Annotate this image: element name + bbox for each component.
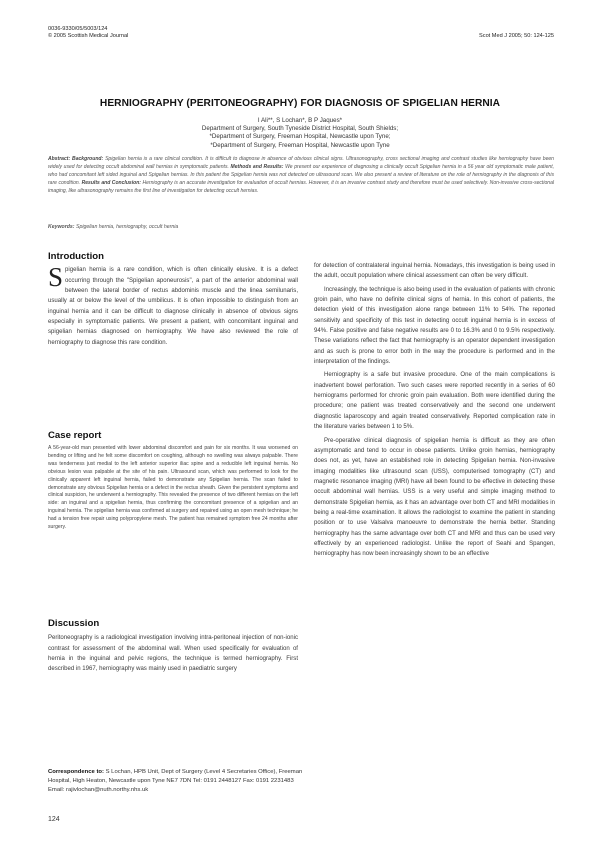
correspondence xyxy=(48,768,303,796)
keywords-label: Keywords: xyxy=(48,224,75,230)
article-title: HERNIOGRAPHY (PERITONEOGRAPHY) FOR DIAGNOSIS OF SPIGELIAN HERNIA xyxy=(99,98,501,109)
abstract-results: Herniography is an accurate investigation for evaluation of occult hernias. However, it is an invasive contrast study and therefore must be used selectively. Non-invasive cross-sectional imaging, like ultrasonography remains the first line of investigation for detecting occult hernias. xyxy=(48,179,554,194)
dropcap: S xyxy=(48,262,64,293)
abstract-background-label: Background: xyxy=(72,156,104,162)
case-report-text: A 56-year-old man presented with lower abdominal discomfort and pain for six months. It was worsened on bending or lifting and he felt some discomfort on coughing, although no swelling was always palpable. There was tenderness just medial to the left anterior superior iliac spine and a reducible left inguinal hernia. No obvious lesion was palpable at the site of his pain. Ultrasound scan, which was performed to look for the clinically apparent left inguinal hernia, failed to demonstrate any Spigelian hernia. The scan failed to demonstrate any obvious Spigelian hernia or a defect in the rectus sheath. Given the persistent symptoms and clinical suspicion, he underwent a herniography. This revealed the presence of two different hernias on the left side: an inguinal and a spigelian hernia, thus confirming the concomitant presence of a spigelian and an inguinal hernia. The spigelian hernia was confirmed at surgery and repaired using an open mesh technique; he had a tension free repair using polypropylene mesh. The patient has remained symptom free 24 months after surgery. xyxy=(48,445,298,530)
correspondence-email: Email: rajivlochan@nuth.northy.nhs.uk xyxy=(48,787,149,794)
affiliation-2: *Department of Surgery, Freeman Hospital, Newcastle upon Tyne; xyxy=(209,133,391,141)
introduction-heading: Introduction xyxy=(48,251,104,262)
right-column xyxy=(314,261,555,563)
case-report-heading: Case report xyxy=(48,430,102,441)
discussion-text: Peritoneography is a radiological investigation involving intra-peritoneal injection of non-ionic contrast for assessment of the abdominal wall. When used specifically for evaluation of hernia in the inguinal and pelvic regions, the technique is termed herniography. First described in 1967, herniography was mainly used in paediatric surgery xyxy=(48,635,298,673)
header-issn: 0036-9330/05/5003/124 xyxy=(48,26,108,32)
correspondence-address: S Lochan, HPB Unit, Dept of Surgery (Level 4 Secretaries Office), Freeman Hospital, High Heaton, Newcastle upon Tyne NE7 7DN Tel: 0191 2448127 Fax: 0191 2231483 xyxy=(48,769,303,785)
page-number: 124 xyxy=(48,816,60,823)
case-report-section xyxy=(48,431,298,532)
abstract xyxy=(48,156,554,196)
abstract-results-label: Results and Conclusion: xyxy=(81,179,141,186)
right-paragraph-2: Increasingly, the technique is also being used in the evaluation of patients with chronic groin pain, who have no definite clinical signs of hernia. In this cohort of patients, the detection yield of this investigation alone range between 11% to 54%. The reported sensitivity and specificity of this test in detecting occult inguinal hernia is in excess of 94%. False positive and false negative results are 0 to 16.3% and 0 to 9.5% respectively. These variations reflect the fact that herniography is an operator dependent investigation and as such is prone to error both in the way the procedure is performed and in the interpretation of the findings. xyxy=(314,286,555,366)
introduction-text: pigelian hernia is a rare condition, which is often clinically elusive. It is a defect occurring through the "Spigelian aponeurosis", a part of the anterior abdominal wall between the lateral border of rectus abdominis muscle and the linea semilunaris, usually at or below the level of the umbilicus. It is often impossible to distinguish from an inguinal hernia and it can be difficult to diagnose clinically in absence of obvious signs especially in symptomatic patients. We present a patient, with concomitant inguinal and spigelian hernias diagnosed on herniography. We have also reviewed the role of herniography to diagnose this rare condition. xyxy=(48,267,298,346)
right-paragraph-3: Herniography is a safe but invasive procedure. One of the main complications is inadvertent bowel perforation. Two such cases were reported recently in a series of 60 herniograms performed for chronic groin pain evaluation. Both were identified during the procedure; one patient was treated conservatively and the second one underwent diagnostic laparoscopy and again treated conservatively. Reported complication rate in the literature varies between 1 to 5%. xyxy=(314,372,555,431)
abstract-methods: We present our experience of diagnosing a clinically occult Spigelian hernia in a 56 year old symptomatic male patient, who had concomitant left sided inguinal and Spigelian hernias. In this patient the Spigelian hernia was not detected on ultrasound scan. We also present a review of literature on the role of herniography in the diagnosis of this rare condition. xyxy=(48,163,554,186)
header-journal-ref: Scot Med J 2005; 50: 124-125 xyxy=(479,33,554,39)
keywords xyxy=(48,224,554,230)
header-copyright: © 2005 Scottish Medical Journal xyxy=(48,33,129,39)
introduction-section xyxy=(48,252,298,351)
right-paragraph-4: Pre-operative clinical diagnosis of spigelian hernia is difficult as they are often asymptomatic and tend to occur in obese patients. Unlike groin hernias, herniography does not, as yet, have an established role in detecting Spigelian hernia. Non-invasive imaging modalities like ultrasound scan (USS), computerised tomography (CT) and magnetic resonance imaging (MRI) have all been found to be effective in detecting these occult abdominal wall hernias. USS is a very useful and simple imaging method to demonstrate Spigelian hernia, as it has an advantage over both CT and MRI modalities in being a real-time examination. It allows the radiologist to examine the patient in standing position or to use Valsalva manoeuvre to demonstrate the hernia better. Standing herniography has the same advantage over both CT and MRI and thus can be used very effectively by an experienced radiologist. Unlike the report of Seahi and Spangen, herniography has now been increasingly shown to be an effective xyxy=(314,437,555,558)
keywords-list: Spigelian hernia, herniography, occult hernia xyxy=(75,224,179,230)
correspondence-label: Correspondence to: xyxy=(48,769,104,775)
abstract-label: Abstract: xyxy=(48,156,71,162)
affiliation-3: *Department of Surgery, Freeman Hospital, Newcastle upon Tyne xyxy=(210,141,390,149)
affiliation-1: Department of Surgery, South Tyneside District Hospital, South Shields; xyxy=(201,125,399,133)
abstract-methods-label: Methods and Results: xyxy=(230,163,284,170)
discussion-heading: Discussion xyxy=(48,618,100,629)
author-names: I Ali**, S Lochan*, B P Jaques* xyxy=(257,117,343,124)
author-block xyxy=(0,117,600,150)
discussion-section xyxy=(48,619,298,678)
right-paragraph-1: for detection of contralateral inguinal hernia. Nowadays, this investigation is being used in the adult, occult population where clinical assessment can often be very difficult. xyxy=(314,263,555,280)
introduction-paragraph xyxy=(48,262,298,348)
abstract-background: Spigelian hernia is a rare clinical condition. It is difficult to diagnose in absence of obvious clinical signs. Ultrasonography, cross sectional imaging and contrast studies like herniography have been widely used for detecting occult abdominal wall hernias in symptomatic patients. xyxy=(48,156,554,170)
